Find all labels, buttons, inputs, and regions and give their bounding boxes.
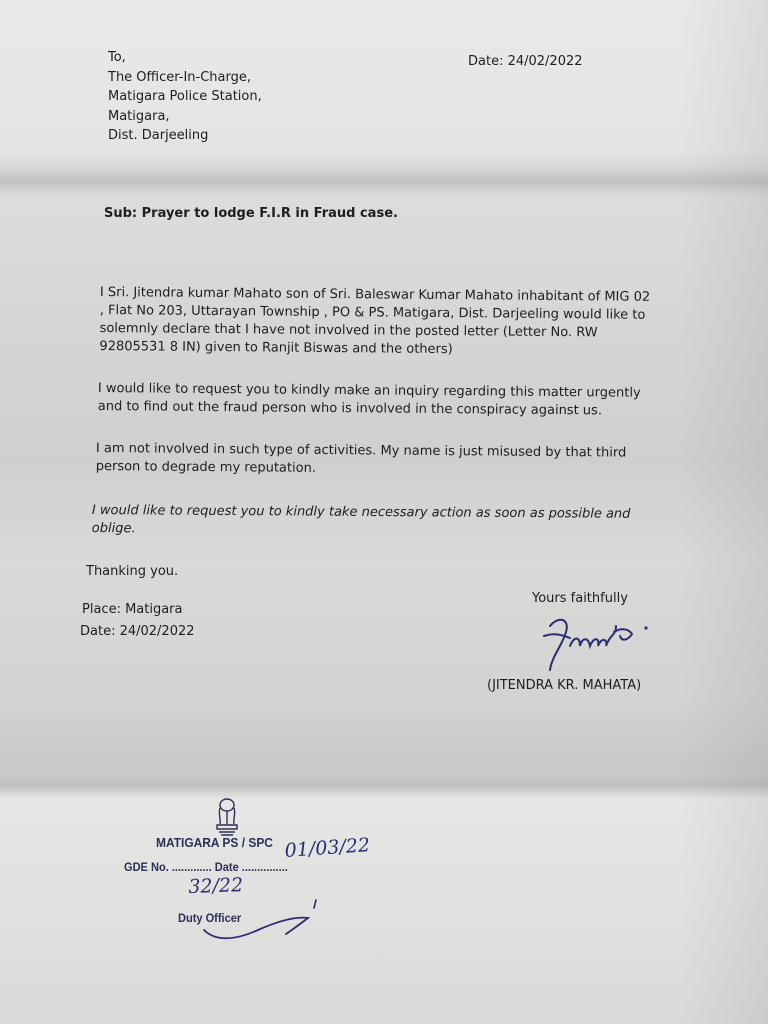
- address-line: Matigara,: [108, 108, 170, 124]
- police-stamp-duty-officer: Duty Officer: [178, 911, 242, 925]
- handwritten-gde-number: 32/22: [188, 874, 244, 898]
- paragraph-line: I would like to request you to kindly take necessary action as soon as possible and: [91, 502, 631, 522]
- paragraph-line: I am not involved in such type of activities. My name is just misused by that third: [95, 440, 627, 461]
- body-paragraph-declaration: [99, 284, 650, 361]
- recipient-address: [108, 48, 262, 146]
- address-line: The Officer-In-Charge,: [108, 69, 252, 85]
- letter-subject: Sub: Prayer to lodge F.I.R in Fraud case.: [104, 206, 398, 221]
- letter-date-top: Date: 24/02/2022: [468, 54, 583, 69]
- duty-officer-initials: [196, 890, 326, 950]
- paragraph-line: I would like to request you to kindly make an inquiry regarding this matter urgently: [97, 380, 641, 401]
- handwritten-signature: [536, 606, 666, 678]
- body-paragraph-request-action: [92, 502, 631, 542]
- address-line: Dist. Darjeeling: [108, 128, 209, 143]
- closing-thanks: Thanking you.: [86, 564, 179, 579]
- police-stamp-gde-line: GDE No. ............. Date ...............: [124, 860, 288, 874]
- police-stamp-title: MATIGARA PS / SPC: [156, 835, 273, 850]
- closing-yours-faithfully: Yours faithfully: [532, 591, 628, 606]
- letter-date-bottom: Date: 24/02/2022: [80, 624, 195, 639]
- paper-fold-upper: [0, 168, 768, 194]
- paragraph-line: oblige.: [91, 520, 136, 537]
- handwritten-stamp-date: 01/03/22: [284, 834, 371, 862]
- body-paragraph-not-involved: [96, 440, 627, 481]
- paper-fold-lower: [0, 772, 768, 798]
- national-emblem-icon: [212, 796, 242, 838]
- paragraph-line: , Flat No 203, Uttarayan Township , PO & PS. Matigara, Dist. Darjeeling would like to: [99, 302, 646, 323]
- address-line: To,: [108, 50, 126, 65]
- letter-place: Place: Matigara: [82, 602, 183, 617]
- paragraph-line: I Sri. Jitendra kumar Mahato son of Sri. Baleswar Kumar Mahato inhabitant of MIG 02: [99, 284, 651, 305]
- paragraph-line: solemnly declare that I have not involved in the posted letter (Letter No. RW: [99, 320, 598, 341]
- paragraph-line: and to find out the fraud person who is involved in the conspiracy against us.: [97, 398, 603, 419]
- signer-name: (JITENDRA KR. MAHATA): [487, 678, 642, 693]
- body-paragraph-inquiry: [98, 380, 641, 421]
- paragraph-line: person to degrade my reputation.: [95, 458, 317, 476]
- paper-shadow: [678, 0, 768, 1024]
- paragraph-line: 92805531 8 IN) given to Ranjit Biswas and the others): [99, 338, 453, 358]
- address-line: Matigara Police Station,: [108, 89, 262, 104]
